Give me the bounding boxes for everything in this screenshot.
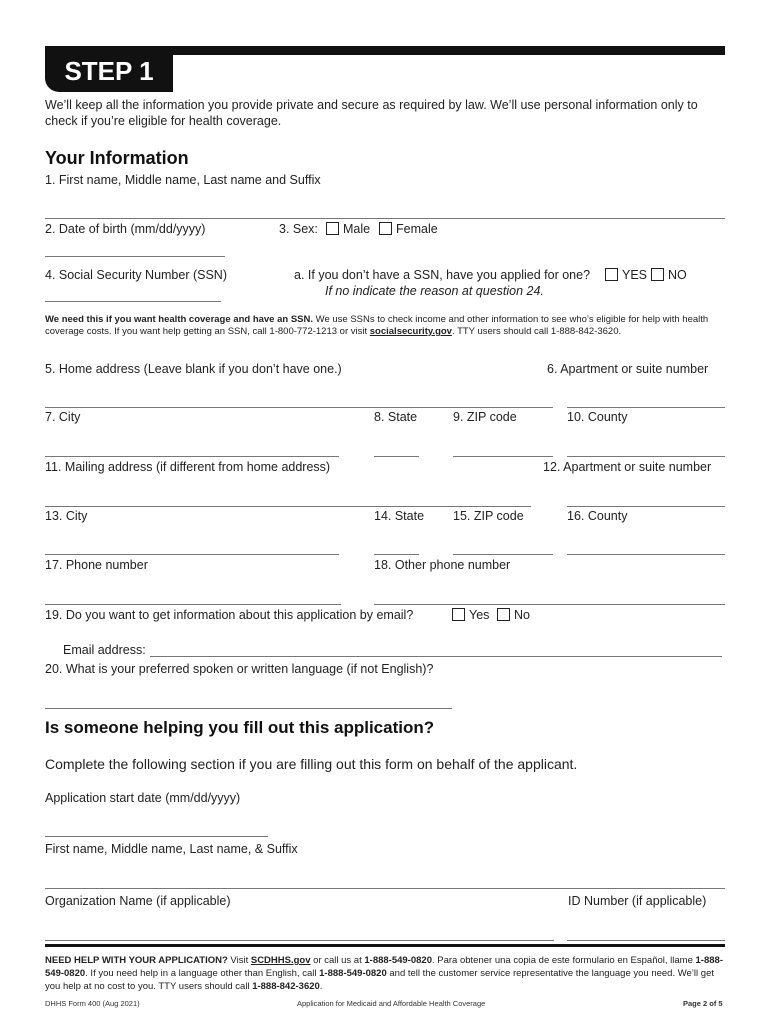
email-yes-label: Yes [469,608,490,622]
q10-label: 10. County [567,410,628,424]
help-notice [45,954,730,993]
email-address-label: Email address: [63,643,146,657]
q16-label: 16. County [567,509,628,523]
helper-subtitle: Complete the following section if you are filling out this form on behalf of the applicant. [45,756,578,772]
org-name-label: Organization Name (if applicable) [45,894,231,908]
help-text-3: . Para obtener una copia de este formulario en Español, llame [431,955,696,966]
start-date-label: Application start date (mm/dd/yyyy) [45,791,241,805]
footer-form-id: DHHS Form 400 (Aug 2021) [45,999,140,1008]
id-number-field[interactable] [567,940,725,941]
q8-label: 8. State [374,410,418,424]
start-date-field[interactable] [45,836,268,837]
help-text-1: Visit [227,955,251,966]
q4a-label: a. If you don’t have a SSN, have you applied for one? [294,268,591,282]
ssn-no-checkbox[interactable] [651,268,664,281]
q7-label: 7. City [45,410,81,424]
help-text-5: and tell the customer service representative the language you need. We’ll get you help at no cost to you. TTY users should call [45,968,714,992]
q9-zip-field[interactable] [453,456,553,457]
id-number-label: ID Number (if applicable) [568,894,707,908]
q4a-yes-option[interactable] [605,268,647,283]
q18-other-phone-field[interactable] [374,604,725,605]
ssn-note-bold: We need this if you want health coverage and have an SSN. [45,314,314,325]
socialsecurity-link[interactable]: socialsecurity.gov [369,326,452,337]
q5-address-field[interactable] [45,407,553,408]
q5-label: 5. Home address (Leave blank if you don’t have one.) [45,362,342,376]
q3-male-option[interactable] [326,222,370,237]
q19-yes-option[interactable] [452,608,489,623]
q7-city-field[interactable] [45,456,339,457]
step-label: STEP 1 [45,50,173,92]
help-lead: NEED HELP WITH YOUR APPLICATION? [45,955,228,966]
q20-label: 20. What is your preferred spoken or written language (if not English)? [45,662,434,676]
q12-label: 12. Apartment or suite number [543,460,712,474]
section-heading-your-information: Your Information [45,148,189,168]
help-phone-3: 1-888-549-0820 [319,968,387,979]
q13-label: 13. City [45,509,88,523]
female-checkbox[interactable] [379,222,392,235]
scdhhs-link[interactable]: SCDHHS.gov [250,955,311,966]
q2-label: 2. Date of birth (mm/dd/yyyy) [45,222,206,236]
q10-county-field[interactable] [567,456,725,457]
q17-label: 17. Phone number [45,558,148,572]
q1-name-field[interactable] [45,218,725,219]
ssn-yes-label: YES [622,268,648,282]
email-yes-checkbox[interactable] [452,608,465,621]
helper-name-field[interactable] [45,888,725,889]
q11-label: 11. Mailing address (if different from home address) [45,460,331,474]
q6-label: 6. Apartment or suite number [547,362,709,376]
q4a-no-option[interactable] [651,268,687,283]
email-no-checkbox[interactable] [497,608,510,621]
help-text-4: . If you need help in a language other than English, call [85,968,320,979]
q4a-note: If no indicate the reason at question 24. [325,284,544,298]
q14-state-field[interactable] [374,554,419,555]
q6-apartment-field[interactable] [567,407,725,408]
footer-page-number: Page 2 of 5 [683,999,723,1008]
q19-label: 19. Do you want to get information about this application by email? [45,608,414,622]
q4-label: 4. Social Security Number (SSN) [45,268,228,282]
email-no-label: No [514,608,530,622]
q8-state-field[interactable] [374,456,419,457]
female-label: Female [396,222,438,236]
q14-label: 14. State [374,509,425,523]
q15-zip-field[interactable] [453,554,553,555]
q17-phone-field[interactable] [45,604,341,605]
ssn-note-text: We use SSNs to check income and other information to see who’s eligible for help with health coverage costs. If you want help getting an SSN, call 1-800-772-1213 or visit [45,314,709,337]
help-text-2: or call us at [310,955,365,966]
ssn-note-tail: . TTY users should call 1-888-842-3620. [451,326,622,337]
q15-label: 15. ZIP code [453,509,524,523]
q1-label: 1. First name, Middle name, Last name and Suffix [45,173,321,187]
q20-language-field[interactable] [45,708,452,709]
help-phone-4: 1-888-842-3620 [252,981,320,992]
q19-no-option[interactable] [497,608,530,623]
helper-name-label: First name, Middle name, Last name, & Suffix [45,842,298,856]
q4-ssn-field[interactable] [45,301,221,302]
q12-apartment-field[interactable] [567,506,725,507]
q18-label: 18. Other phone number [374,558,511,572]
q16-county-field[interactable] [567,554,725,555]
ssn-no-label: NO [668,268,687,282]
q9-label: 9. ZIP code [453,410,517,424]
org-name-field[interactable] [45,940,554,941]
q11-mailing-address-field[interactable] [45,506,531,507]
section-heading-helper: Is someone helping you fill out this application? [45,718,435,737]
q3-female-option[interactable] [379,222,438,237]
email-address-field[interactable] [150,656,722,657]
help-phone-1: 1-888-549-0820 [364,955,432,966]
ssn-yes-checkbox[interactable] [605,268,618,281]
male-label: Male [343,222,371,236]
help-phone-2: 1-888-549-0820 [45,955,723,979]
ssn-info-note [45,314,730,338]
help-text-6: . [319,981,323,992]
privacy-intro: We’ll keep all the information you provide private and secure as required by law. We’ll use personal information only to check if you’re eligible for health coverage. [45,98,698,128]
q3-label: 3. Sex: [279,222,318,236]
q2-dob-field[interactable] [45,256,225,257]
help-separator [45,944,725,947]
male-checkbox[interactable] [326,222,339,235]
q13-city-field[interactable] [45,554,339,555]
footer-title: Application for Medicaid and Affordable Health Coverage [297,999,486,1008]
